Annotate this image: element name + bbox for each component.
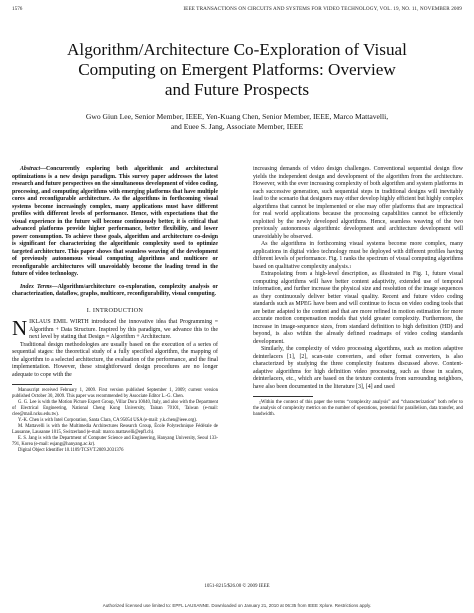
paper-title <box>10 40 464 100</box>
footnote-rule <box>253 396 313 397</box>
footnote: Manuscript received February 1, 2009. First version published September 1, 2009; current version published October 30, 2009. This paper was recommended by Associate Editor L.-G. Chen. <box>12 388 218 399</box>
footnote-marker: 1 <box>349 264 352 269</box>
title-line: and Future Prospects <box>164 80 310 99</box>
index-terms-text: —Algorithm/architecture co-exploration, complexity analysis or characterization, dataflow, graphs, multicore, reconfigurability, visual computing. <box>12 283 218 297</box>
body-paragraph <box>253 241 463 271</box>
running-header <box>12 6 462 16</box>
body-paragraph: Similarly, the complexity of video processing algorithms, such as motion adaptive deinterlacers [1], [2], scan-rate converters, and other format converters, is also characterized by studying the three complexity features discussed above. Content-adaptive algorithms for high definition video processing, such as those in scalers, deinterlacers, etc., which are based on the texture contents from surrounding neighbors, have also been documented in the literature [3], [4] and used <box>253 346 463 390</box>
footnote-text: Within the context of this paper the terms “complexity analysis” and “characterization” both refer to the analysis of complexity metrics on the number of operations, potential for parallelism, data transfer, and bandwidth. <box>253 400 463 418</box>
author-list <box>10 112 464 132</box>
intro-text: IKLAUS EMIL WIRTH introduced the innovative idea that Programming = Algorithm + Data Structure. Inspired by this paradigm, we advance this to the next level by stating that Design = Algorithm + Architecture. <box>29 319 218 340</box>
page-number: 1576 <box>12 6 23 12</box>
footnote: G. G. Lee is with the Motion Picture Expert Group, Villar Dora 10040, Italy, and also with the Department of Electrical Engineering, National Cheng Kung University, Tainan 70101, Taiwan (e-mail: clee@mail.ncku.edu.tw). <box>12 400 218 417</box>
license-footer: Authorized licensed use limited to: EPFL LAUSANNE. Downloaded on January 21, 2010 at 06:35 from IEEE Xplore. Restrictions apply. <box>102 603 372 608</box>
doi-footnote: Digital Object Identifier 10.1109/TCSVT.2009.2031376 <box>18 448 124 453</box>
abstract <box>12 166 218 279</box>
index-terms <box>12 284 218 299</box>
abstract-text: —Concurrently exploring both algorithmic and architectural optimizations is a new design paradigm. This survey paper addresses the latest research and future perspectives on the simultaneous development of video coding, processing, and computing algorithms with emerging platforms that have multiple cores and reconfigurable architecture. As the algorithms in forthcoming visual systems become increasingly complex, many applications must have different profiles with different levels of performance. Hence, with expectations that the visual experience in the future will become continuously better, it is critical that advanced platforms provide higher performance, better flexibility, and lower power consumption. To achieve these goals, algorithm and architecture co-design is significant for characterizing the algorithmic complexity used to optimize targeted architecture. This paper shows that seamless weaving of the development of previously autonomous visual computing algorithms and multicore or reconfigurable architectures will unavoidably become the leading trend in the future of video technology. <box>12 166 218 277</box>
intro-paragraph-2: Traditional design methodologies are usually based on the execution of a series of sequential stages: the theoretical study of a fully specified algorithm, the mapping of the algorithm to a selected architecture, the evaluation of the performance, and the final implementation. However, these straightforward design procedures are no longer adequate to cope with the <box>12 341 218 378</box>
body-paragraph: Extrapolating from a high-level description, as illustrated in Fig. 1, future visual computing algorithms will have better content adaptivity, extended use of temporal information, and further increase the physical size and resolution of the image sequences as they continuously deliver better visual quality. Recent and future video coding standards such as MPEG have been and will continue to focus on video coding tools that are better adapted to the content and that are more refined in motion estimation for more accurate motion compensation models that yield greater complexity. Furthermore, the increase in image-sequence sizes, from standard definition to high definition (HD) and beyond, is also within the already defined roadmaps of video coding standards development. <box>253 271 463 345</box>
abstract-label: Abstract <box>20 166 41 172</box>
footnote: E. S. Jang is with the Department of Computer Science and Engineering, Hanyang University, Seoul 133-791, Korea (e-mail: esjang@hanyang.ac.kr). <box>12 436 218 447</box>
authors-line: and Euee S. Jang, Associate Member, IEEE <box>170 122 304 131</box>
footnote: M. Mattavelli is with the Multimedia Architectures Research Group, École Polytechnique Fédérale de Lausanne, Lausanne 1015, Switzerland (e-mail: marco.mattavelli@epfl.ch). <box>12 424 218 435</box>
title-line: Algorithm/Architecture Co-Exploration of Visual <box>67 40 407 59</box>
footnote-number: 1 <box>259 401 261 405</box>
body-paragraph: increasing demands of video design challenges. Conventional sequential design flow yields the independent design and development of the algorithm from the architecture. However, with the ever increasing complexity of both algorithm and system platforms in each successive generation, such sequential steps in traditional designs will inevitably lead to the scenario that designers may either develop highly efficient but highly complex algorithms that cannot be implemented or else may offer platforms that are impractical for real world applications because the processing capabilities cannot be efficiently exploited by the newly developed algorithms. Hence, seamless weaving of the two previously autonomous algorithmic development and architecture development will unavoidably be observed. <box>253 166 463 240</box>
drop-cap: N <box>12 316 28 340</box>
title-line: Computing on Emergent Platforms: Overview <box>78 60 396 79</box>
footnote-rule <box>12 384 72 385</box>
copyright-line: 1051-8215/$26.00 © 2009 IEEE <box>204 584 270 589</box>
section-heading: I. INTRODUCTION <box>86 306 144 314</box>
intro-paragraph <box>12 316 218 342</box>
footnote: Y.-K. Chen is with Intel Corporation, Santa Clara, CA 95054 USA (e-mail: y.k.chen@ieee.org). <box>18 418 198 423</box>
left-column <box>12 166 218 454</box>
index-terms-label: Index Terms <box>20 283 52 290</box>
authors-line: Gwo Giun Lee, Senior Member, IEEE, Yen-Kuang Chen, Senior Member, IEEE, Marco Mattavelli, <box>85 112 389 121</box>
body-text: As the algorithms in forthcoming visual systems become more complex, many applications in digital video technology must be deployed with different profiles having different levels of performance. Fig. 1 ranks the spectrum of visual computing algorithms based on qualitative complexity analysis. <box>253 241 463 270</box>
footnote <box>253 400 463 418</box>
journal-header: IEEE TRANSACTIONS ON CIRCUITS AND SYSTEMS FOR VIDEO TECHNOLOGY, VOL. 19, NO. 11, NOVEMBER 2009 <box>183 6 462 12</box>
right-column <box>253 166 463 418</box>
